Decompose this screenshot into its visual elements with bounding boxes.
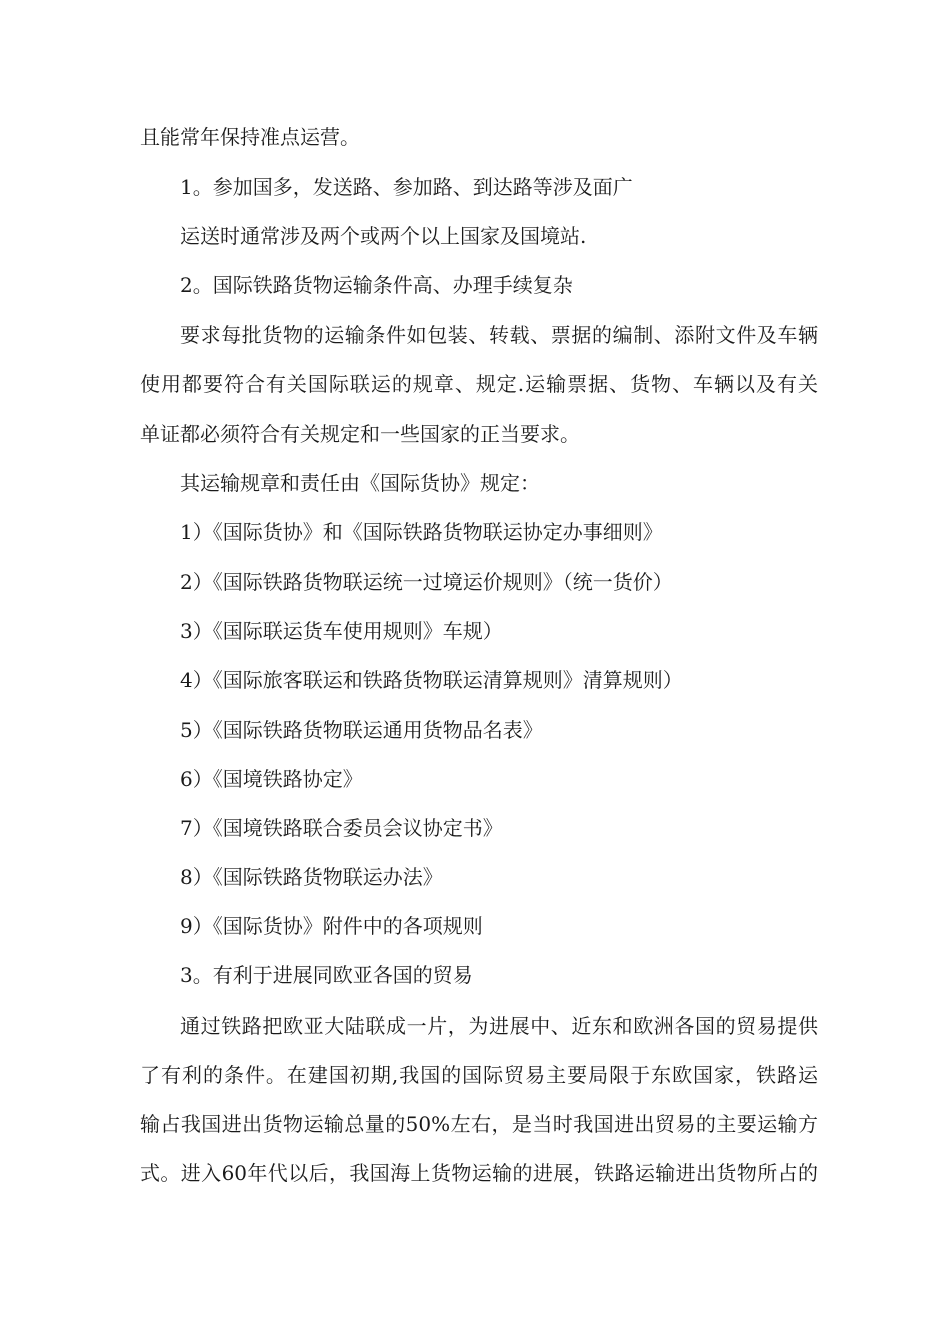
list-item: 3）《国际联运货车使用规则》车规） xyxy=(180,619,503,643)
list-item: 4）《国际旅客联运和铁路货物联运清算规则》清算规则） xyxy=(180,668,683,692)
text-line: 输占我国进出货物运输总量的50%左右，是当时我国进出贸易的主要运输方 xyxy=(140,1112,818,1136)
text-line: 且能常年保持准点运营。 xyxy=(140,125,360,149)
text-line: 通过铁路把欧亚大陆联成一片，为进展中、近东和欧洲各国的贸易提供 xyxy=(180,1014,818,1038)
list-item: 5）《国际铁路货物联运通用货物品名表》 xyxy=(180,718,543,742)
list-item: 2）《国际铁路货物联运统一过境运价规则》（统一货价） xyxy=(180,570,673,594)
text-line: 其运输规章和责任由《国际货协》规定： xyxy=(180,471,540,495)
text-line: 要求每批货物的运输条件如包装、转载、票据的编制、添附文件及车辆 xyxy=(180,323,818,347)
text-line: 了有利的条件。在建国初期,我国的国际贸易主要局限于东欧国家，铁路运 xyxy=(140,1063,818,1087)
section-heading: 2。国际铁路货物运输条件高、办理手续复杂 xyxy=(180,273,573,297)
text-line: 运送时通常涉及两个或两个以上国家及国境站. xyxy=(180,224,587,248)
text-line: 单证都必须符合有关规定和一些国家的正当要求。 xyxy=(140,422,580,446)
text-line: 式。进入60年代以后，我国海上货物运输的进展，铁路运输进出货物所占的 xyxy=(140,1161,818,1185)
section-heading: 3。有利于进展同欧亚各国的贸易 xyxy=(180,963,473,987)
text-line: 使用都要符合有关国际联运的规章、规定.运输票据、货物、车辆以及有关 xyxy=(140,372,818,396)
list-item: 9）《国际货协》附件中的各项规则 xyxy=(180,914,483,938)
section-heading: 1。参加国多，发送路、参加路、到达路等涉及面广 xyxy=(180,175,633,199)
list-item: 7）《国境铁路联合委员会议协定书》 xyxy=(180,816,503,840)
list-item: 8）《国际铁路货物联运办法》 xyxy=(180,865,443,889)
list-item: 1）《国际货协》和《国际铁路货物联运协定办事细则》 xyxy=(180,520,663,544)
list-item: 6）《国境铁路协定》 xyxy=(180,767,363,791)
